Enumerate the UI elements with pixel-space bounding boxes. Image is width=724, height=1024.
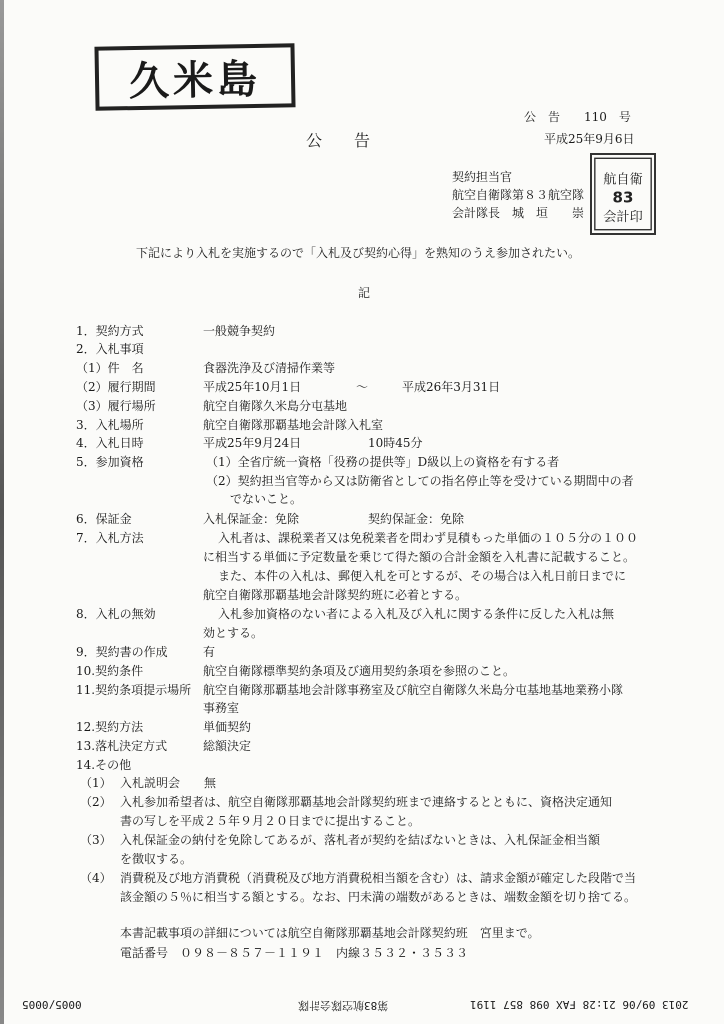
officer-title: 契約担当官 [452,170,513,184]
item-value: 入札者は、課税業者又は免税業者を問わず見積もった単価の１０５分の１００ [218,531,639,545]
item-value: （1）全省庁統一資格「役務の提供等」D級以上の資格を有する者 [206,455,560,469]
item-value: 航空自衛隊標準契約条項及び適用契約条項を参照のこと。 [203,664,516,678]
scan-edge [0,0,4,1024]
phone-line: 電話番号 ０９８－８５７－１１９１ 内線３５３２・３５３３ [120,946,469,960]
fax-sender: 第83航空隊会計隊 [298,999,389,1012]
item-label: 6．保証金 [76,512,132,526]
official-seal [590,153,656,235]
other-num: （4） [80,871,112,885]
notice-date: 平成25年9月6日 [544,132,635,146]
item-label: 4．入札日時 [76,436,144,450]
item-value: 事務室 [203,701,240,715]
svg-text:83: 83 [612,188,634,207]
item-value: 航空自衛隊那覇基地会計隊入札室 [203,418,384,432]
item-value: 入札保証金：免除 [203,512,300,526]
item-label: 11.契約条項提示場所 [76,683,192,697]
other-text: を徴収する。 [120,852,193,866]
item-label: 14.その他 [76,758,132,772]
other-text: 書の写しを平成２５年９月２０日までに提出すること。 [120,814,421,828]
svg-text:会計印: 会計印 [603,210,643,226]
item-value: 航空自衛隊那覇基地会計隊事務室及び航空自衛隊久米島分屯基地基地業務小隊 [203,683,624,697]
item-label: 12.契約方法 [76,720,144,734]
contact-line: 本書記載事項の詳細については航空自衛隊那覇基地会計隊契約班 宮里まで。 [120,926,540,940]
item-value: 食器洗浄及び清掃作業等 [203,361,336,375]
other-num: （1） [80,776,112,790]
intro-text: 下記により入札を実施するので「入札及び契約心得」を熟知のうえ参加されたい。 [136,246,581,260]
item-label: 5．参加資格 [76,455,144,469]
item-label: 3．入札場所 [76,418,144,432]
location-stamp: 久米島 [94,43,295,110]
other-num: （3） [80,833,112,847]
item-value: でないこと。 [230,492,303,506]
item-label: 7．入札方法 [76,531,144,545]
period-separator: ～ [356,380,369,394]
period-end: 平成26年3月31日 [402,380,501,394]
item-label: 13.落札決定方式 [76,739,168,753]
item-label: （1）件 名 [76,361,144,375]
item-value: 総額決定 [203,739,252,753]
item-value: 入札参加資格のない者による入札及び入札に関する条件に反した入札は無 [218,607,615,621]
item-value: 単価契約 [203,720,252,734]
item-value: 有 [203,645,216,659]
item-value: 効とする。 [203,626,264,640]
item-value: また、本件の入札は、郵便入札を可とするが、その場合は入札日前日までに [218,569,627,583]
seal-graphic [592,155,654,233]
fax-page-count: 0005/0005 [22,998,82,1011]
other-text: 入札説明会 無 [120,776,217,790]
other-text: 消費税及び地方消費税（消費税及び地方消費税相当額を含む）は、請求金額が確定した段階で当 [120,871,637,885]
other-num: （2） [80,795,112,809]
contract-deposit: 契約保証金：免除 [368,512,465,526]
item-value: 平成25年9月24日 [203,436,302,450]
notice-heading: 公 告 [306,131,371,150]
bid-time: 10時45分 [368,436,423,450]
officer-name: 会計隊長 城 垣 崇 [452,206,585,220]
svg-text:航自衛: 航自衛 [603,172,643,188]
item-label: 8．入札の無効 [76,607,156,621]
other-text: 該金額の５％に相当する額とする。なお、円未満の端数があるときは、端数金額を切り捨てる。 [120,890,637,904]
notice-number: 公 告 110 号 [524,110,631,124]
item-label: 1．契約方式 [76,324,144,338]
officer-unit: 航空自衛隊第８３航空隊 [452,188,585,202]
item-label: （3）履行場所 [76,399,156,413]
item-value: 平成25年10月1日 [203,380,302,394]
item-label: 9．契約書の作成 [76,645,168,659]
other-text: 入札保証金の納付を免除してあるが、落札者が契約を結ばないときは、入札保証金相当額 [120,833,601,847]
item-label: 2．入札事項 [76,342,144,356]
item-value: 航空自衛隊那覇基地会計隊契約班に必着とする。 [203,588,468,602]
item-value: 航空自衛隊久米島分屯基地 [203,399,348,413]
item-value: に相当する単価に予定数量を乗じて得た額の合計金額を入札書に記載すること。 [203,550,636,564]
item-value: 一般競争契約 [203,324,276,338]
other-text: 入札参加希望者は、航空自衛隊那覇基地会計隊契約班まで連絡するとともに、資格決定通知 [120,795,613,809]
item-value: （2）契約担当官等から又は防衛省としての指名停止等を受けている期間中の者 [206,474,634,488]
ki-mark: 記 [358,286,371,300]
item-label: （2）履行期間 [76,380,156,394]
item-label: 10.契約条件 [76,664,144,678]
fax-header-line: 2013 09/06 21:28 FAX 098 857 1191 [470,998,689,1011]
